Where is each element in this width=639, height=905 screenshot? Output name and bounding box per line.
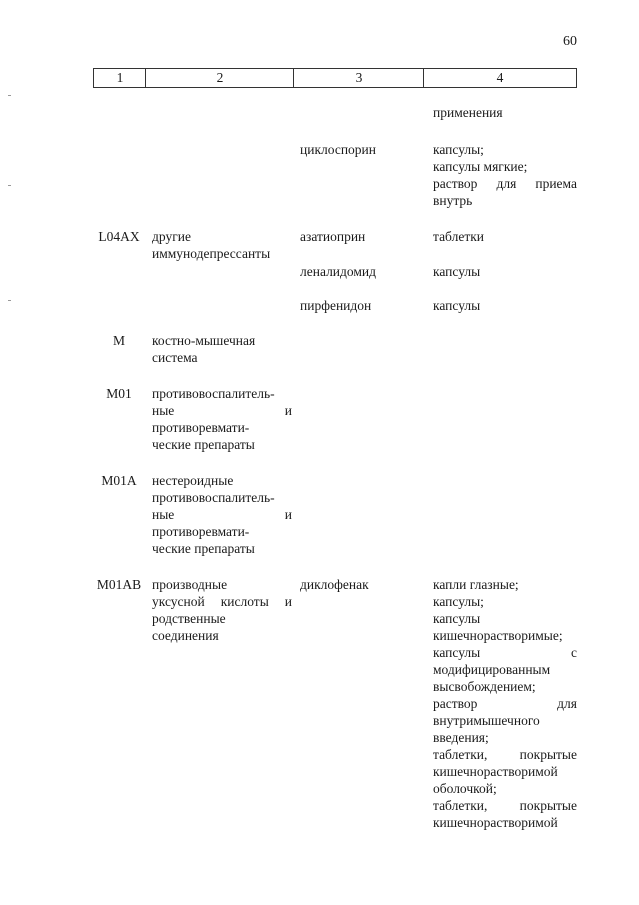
atc-group-name: нестероидные противовоспалитель- ные и противоревмати- ческие препараты: [152, 473, 292, 556]
page-number: 60: [563, 34, 577, 49]
table-header: [93, 68, 577, 88]
margin-mark: [8, 95, 11, 96]
header-col-3: 3: [293, 69, 424, 87]
atc-code: M01AB: [96, 577, 142, 592]
atc-group-name: противовоспалитель- ные и противоревмати- ческие препараты: [152, 386, 292, 452]
atc-group-name: производные уксусной кислоты и родственные соединения: [152, 577, 292, 643]
drug-name: азатиоприн: [300, 229, 366, 244]
atc-code: M01: [106, 386, 132, 401]
drug-name: циклоспорин: [300, 142, 376, 157]
dosage-forms: применения: [433, 105, 503, 120]
drug-name: диклофенак: [300, 577, 369, 592]
header-col-2: 2: [145, 69, 294, 87]
margin-mark: [8, 185, 11, 186]
atc-code: M: [112, 333, 125, 348]
header-col-1: 1: [93, 69, 146, 87]
header-col-4: 4: [423, 69, 577, 87]
atc-code: M01A: [101, 473, 137, 488]
drug-name: пирфенидон: [300, 298, 372, 313]
atc-code: L04AX: [98, 229, 140, 244]
drug-name: леналидомид: [300, 264, 377, 279]
dosage-forms: капсулы; капсулы мягкие; раствор для приема внутрь: [433, 142, 577, 208]
atc-group-name: костно-мышечная система: [152, 333, 256, 365]
dosage-forms: капли глазные; капсулы; капсулы кишечнорастворимые; капсулы с модифицированным высвобождением; раствор для внутримышечного введения; таблетки, покрытые кишечнорастворимой оболочкой; таблетки, покрытые кишечнорастворимой: [433, 577, 577, 830]
dosage-forms: таблетки: [433, 229, 485, 244]
dosage-forms: капсулы: [433, 298, 481, 313]
dosage-forms: капсулы: [433, 264, 481, 279]
atc-group-name: другие иммунодепрессанты: [152, 229, 271, 261]
margin-mark: [8, 300, 11, 301]
